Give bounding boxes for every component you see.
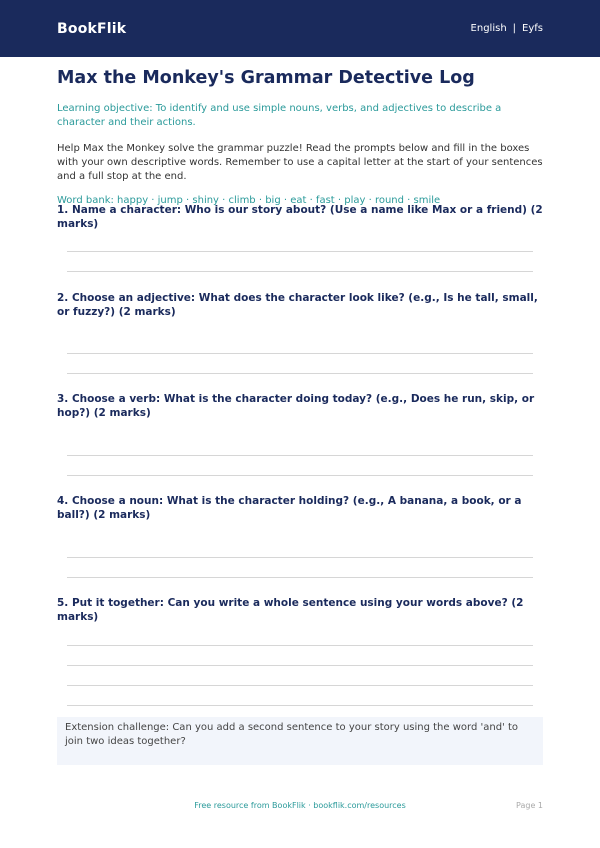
page-title: Max the Monkey's Grammar Detective Log: [57, 68, 475, 88]
answer-line-3b[interactable]: [67, 475, 533, 476]
answer-line-1b[interactable]: [67, 271, 533, 272]
meta-separator: |: [512, 23, 517, 34]
question-3: 3. Choose a verb: What is the character doing today? (e.g., Does he run, skip, or hop?) (2 marks): [57, 393, 535, 419]
answer-line-2b[interactable]: [67, 373, 533, 374]
worksheet-intro: [0, 68, 600, 206]
answer-line-5c[interactable]: [67, 685, 533, 686]
answer-line-4a[interactable]: [67, 557, 533, 558]
answer-line-4b[interactable]: [67, 577, 533, 578]
language-link[interactable]: English: [470, 23, 507, 34]
answer-line-5b[interactable]: [67, 665, 533, 666]
level-link[interactable]: Eyfs: [522, 23, 543, 34]
brand-logo[interactable]: BookFlik: [57, 20, 127, 37]
question-2: 2. Choose an adjective: What does the character look like? (e.g., Is he tall, small, or fuzzy?) (2 marks): [57, 292, 538, 318]
word-bank: Word bank: happy · jump · shiny · climb · big · eat · fast · play · round · smile: [57, 195, 441, 206]
footer-credit[interactable]: Free resource from BookFlik · bookflik.com/resources: [194, 801, 406, 810]
answer-line-5d[interactable]: [67, 705, 533, 706]
answer-line-5a[interactable]: [67, 645, 533, 646]
answer-line-1a[interactable]: [67, 251, 533, 252]
site-header: [0, 0, 600, 57]
question-4: 4. Choose a noun: What is the character holding? (e.g., A banana, a book, or a ball?) (2 marks): [57, 495, 522, 521]
header-meta: [471, 23, 543, 34]
instructions: Help Max the Monkey solve the grammar puzzle! Read the prompts below and fill in the boxes with your own descriptive words. Remember to use a capital letter at the start of your sentences and a full stop at the end.: [57, 143, 543, 182]
answer-line-2a[interactable]: [67, 353, 533, 354]
page-number: Page 1: [516, 801, 543, 810]
question-1: 1. Name a character: Who is our story about? (Use a name like Max or a friend) (2 marks): [57, 204, 543, 230]
extension-challenge: Extension challenge: Can you add a second sentence to your story using the word 'and' to join two ideas together?: [57, 717, 543, 765]
answer-line-3a[interactable]: [67, 455, 533, 456]
question-5: 5. Put it together: Can you write a whole sentence using your words above? (2 marks): [57, 597, 524, 623]
learning-objective: Learning objective: To identify and use simple nouns, verbs, and adjectives to describe a character and their actions.: [57, 103, 502, 128]
